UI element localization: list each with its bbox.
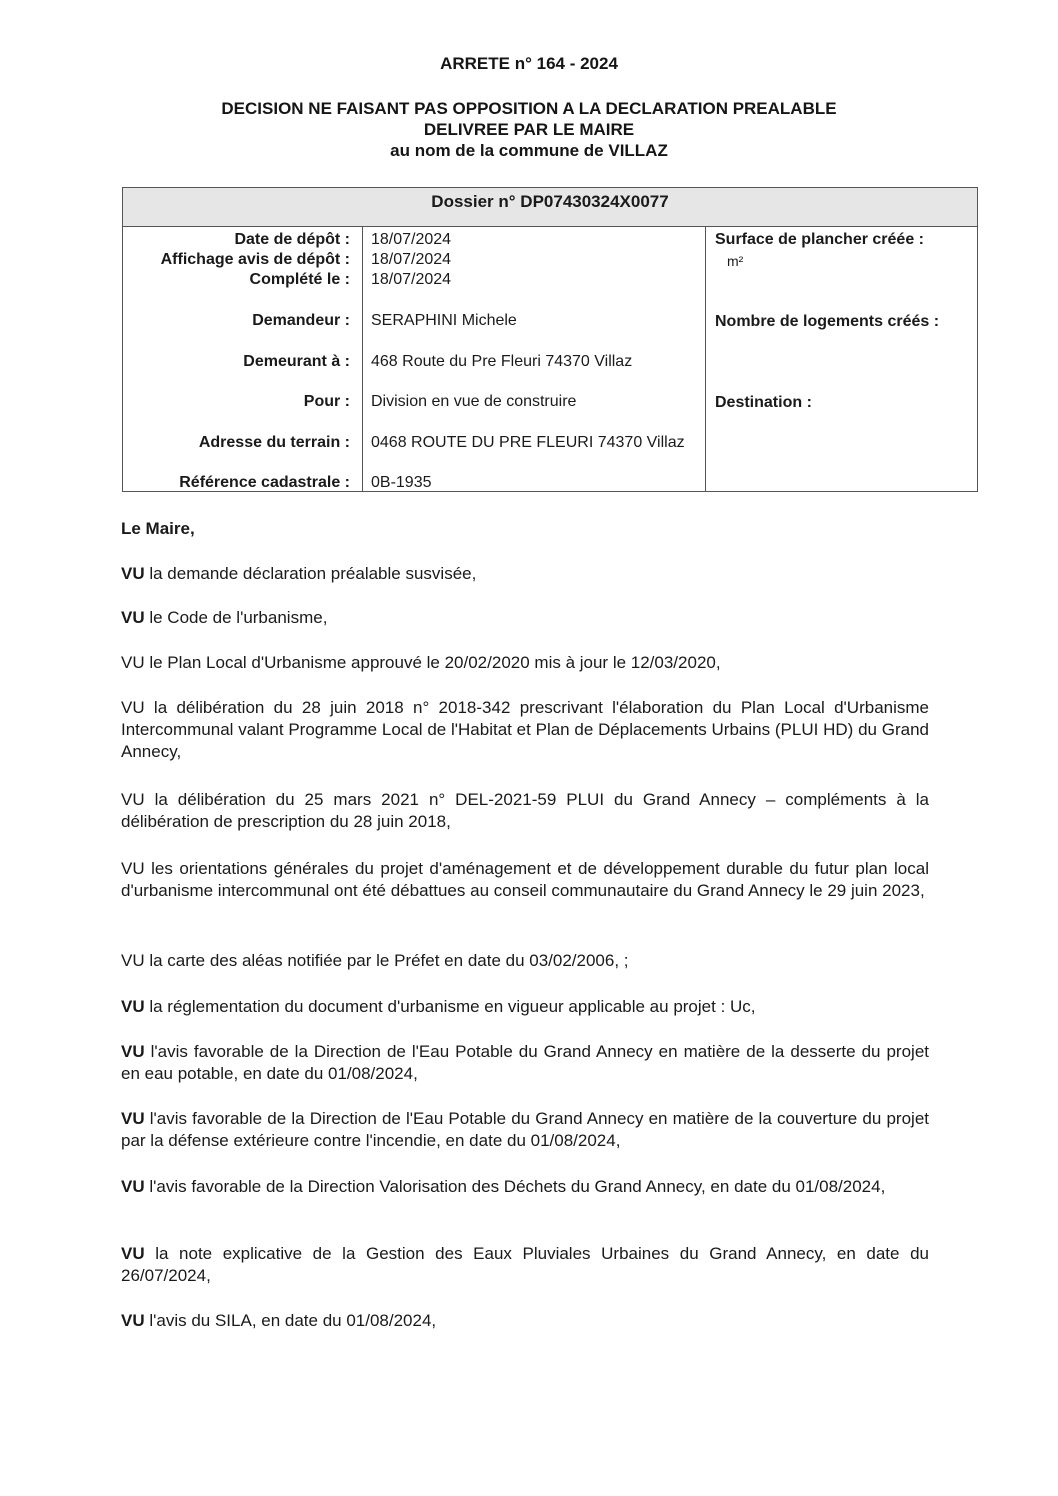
- pour-label: Pour :: [303, 393, 350, 410]
- vu-paragraph: [121, 950, 929, 972]
- complete-label: Complété le :: [249, 271, 350, 288]
- le-maire: Le Maire,: [121, 519, 195, 538]
- dossier-table: [122, 187, 978, 492]
- adresse-value: 0468 ROUTE DU PRE FLEURI 74370 Villaz: [371, 434, 685, 451]
- dossier-title: Dossier n° DP07430324X0077: [123, 188, 977, 227]
- demeurant-label: Demeurant à :: [243, 353, 350, 370]
- affichage-value: 18/07/2024: [371, 251, 452, 268]
- vu-keyword: VU: [121, 1177, 145, 1196]
- affichage-label: Affichage avis de dépôt :: [160, 251, 350, 268]
- demeurant-value: 468 Route du Pre Fleuri 74370 Villaz: [371, 353, 633, 370]
- vu-keyword: VU: [121, 608, 145, 627]
- vu-keyword: VU: [121, 698, 145, 717]
- vu-paragraph: [121, 697, 929, 763]
- vu-keyword: VU: [121, 1042, 145, 1061]
- vu-keyword: VU: [121, 790, 145, 809]
- vu-keyword: VU: [121, 653, 145, 672]
- vu-paragraph: [121, 563, 929, 585]
- vu-text: la délibération du 25 mars 2021 n° DEL-2021-59 PLUI du Grand Annecy – compléments à la délibération de prescription du 28 juin 2018,: [121, 790, 929, 831]
- pour-value: Division en vue de construire: [371, 393, 577, 410]
- vu-paragraph: [121, 1176, 929, 1198]
- vu-paragraph: [121, 607, 929, 629]
- date-depot-value: 18/07/2024: [371, 231, 452, 248]
- vu-keyword: VU: [121, 859, 145, 878]
- vu-text: les orientations générales du projet d'aménagement et de développement durable du futur plan local d'urbanisme intercommunal ont été débattues au conseil communautaire du Grand Annecy le 29 juin 2023,: [121, 859, 929, 900]
- decision-title: [0, 98, 1058, 161]
- surface-unit: m²: [727, 253, 744, 269]
- vu-paragraph: [121, 996, 929, 1018]
- vu-paragraph: [121, 858, 929, 902]
- vu-text: l'avis du SILA, en date du 01/08/2024,: [144, 1311, 437, 1330]
- column-divider: [362, 226, 363, 491]
- vu-text: la demande déclaration préalable susvisée,: [144, 564, 477, 583]
- decision-line-2: DELIVREE PAR LE MAIRE: [423, 120, 635, 139]
- vu-paragraph: [121, 1041, 929, 1085]
- demandeur-label: Demandeur :: [252, 312, 350, 329]
- vu-keyword: VU: [121, 564, 145, 583]
- vu-text: la note explicative de la Gestion des Eaux Pluviales Urbaines du Grand Annecy, en date du 26/07/2024,: [121, 1244, 929, 1285]
- reference-label: Référence cadastrale :: [179, 474, 350, 491]
- decision-line-1: DECISION NE FAISANT PAS OPPOSITION A LA DECLARATION PREALABLE: [221, 99, 837, 118]
- vu-text: le Code de l'urbanisme,: [144, 608, 328, 627]
- vu-keyword: VU: [121, 997, 145, 1016]
- vu-paragraph: [121, 1310, 929, 1332]
- vu-keyword: VU: [121, 1311, 145, 1330]
- vu-paragraph: [121, 1108, 929, 1152]
- reference-value: 0B-1935: [371, 474, 432, 491]
- vu-text: l'avis favorable de la Direction Valorisation des Déchets du Grand Annecy, en date du 01/08/2024,: [144, 1177, 886, 1196]
- vu-paragraph: [121, 1243, 929, 1287]
- adresse-label: Adresse du terrain :: [198, 434, 350, 451]
- date-depot-label: Date de dépôt :: [234, 231, 350, 248]
- surface-label: Surface de plancher créée :: [715, 231, 924, 248]
- arrete-number: ARRETE n° 164 - 2024: [440, 54, 618, 73]
- complete-value: 18/07/2024: [371, 271, 452, 288]
- vu-text: la carte des aléas notifiée par le Préfet en date du 03/02/2006, ;: [144, 951, 629, 970]
- destination-label: Destination :: [715, 394, 812, 411]
- vu-keyword: VU: [121, 1244, 145, 1263]
- logements-label: Nombre de logements créés :: [715, 313, 940, 330]
- vu-text: la réglementation du document d'urbanisme en vigueur applicable au projet : Uc,: [144, 997, 756, 1016]
- column-divider: [705, 226, 706, 491]
- decision-line-3: au nom de la commune de VILLAZ: [390, 141, 668, 160]
- vu-paragraph: [121, 652, 929, 674]
- vu-keyword: VU: [121, 951, 145, 970]
- vu-text: l'avis favorable de la Direction de l'Eau Potable du Grand Annecy en matière de la couverture du projet par la défense extérieure contre l'incendie, en date du 01/08/2024,: [121, 1109, 929, 1150]
- vu-paragraph: [121, 789, 929, 833]
- vu-text: la délibération du 28 juin 2018 n° 2018-342 prescrivant l'élaboration du Plan Local d'Urbanisme Intercommunal valant Programme Local de l'Habitat et Plan de Déplacements Urbains (PLUI HD) du Grand Annecy,: [121, 698, 929, 761]
- demandeur-value: SERAPHINI Michele: [371, 312, 517, 329]
- vu-text: l'avis favorable de la Direction de l'Eau Potable du Grand Annecy en matière de la desserte du projet en eau potable, en date du 01/08/2024,: [121, 1042, 929, 1083]
- vu-text: le Plan Local d'Urbanisme approuvé le 20/02/2020 mis à jour le 12/03/2020,: [144, 653, 721, 672]
- vu-keyword: VU: [121, 1109, 145, 1128]
